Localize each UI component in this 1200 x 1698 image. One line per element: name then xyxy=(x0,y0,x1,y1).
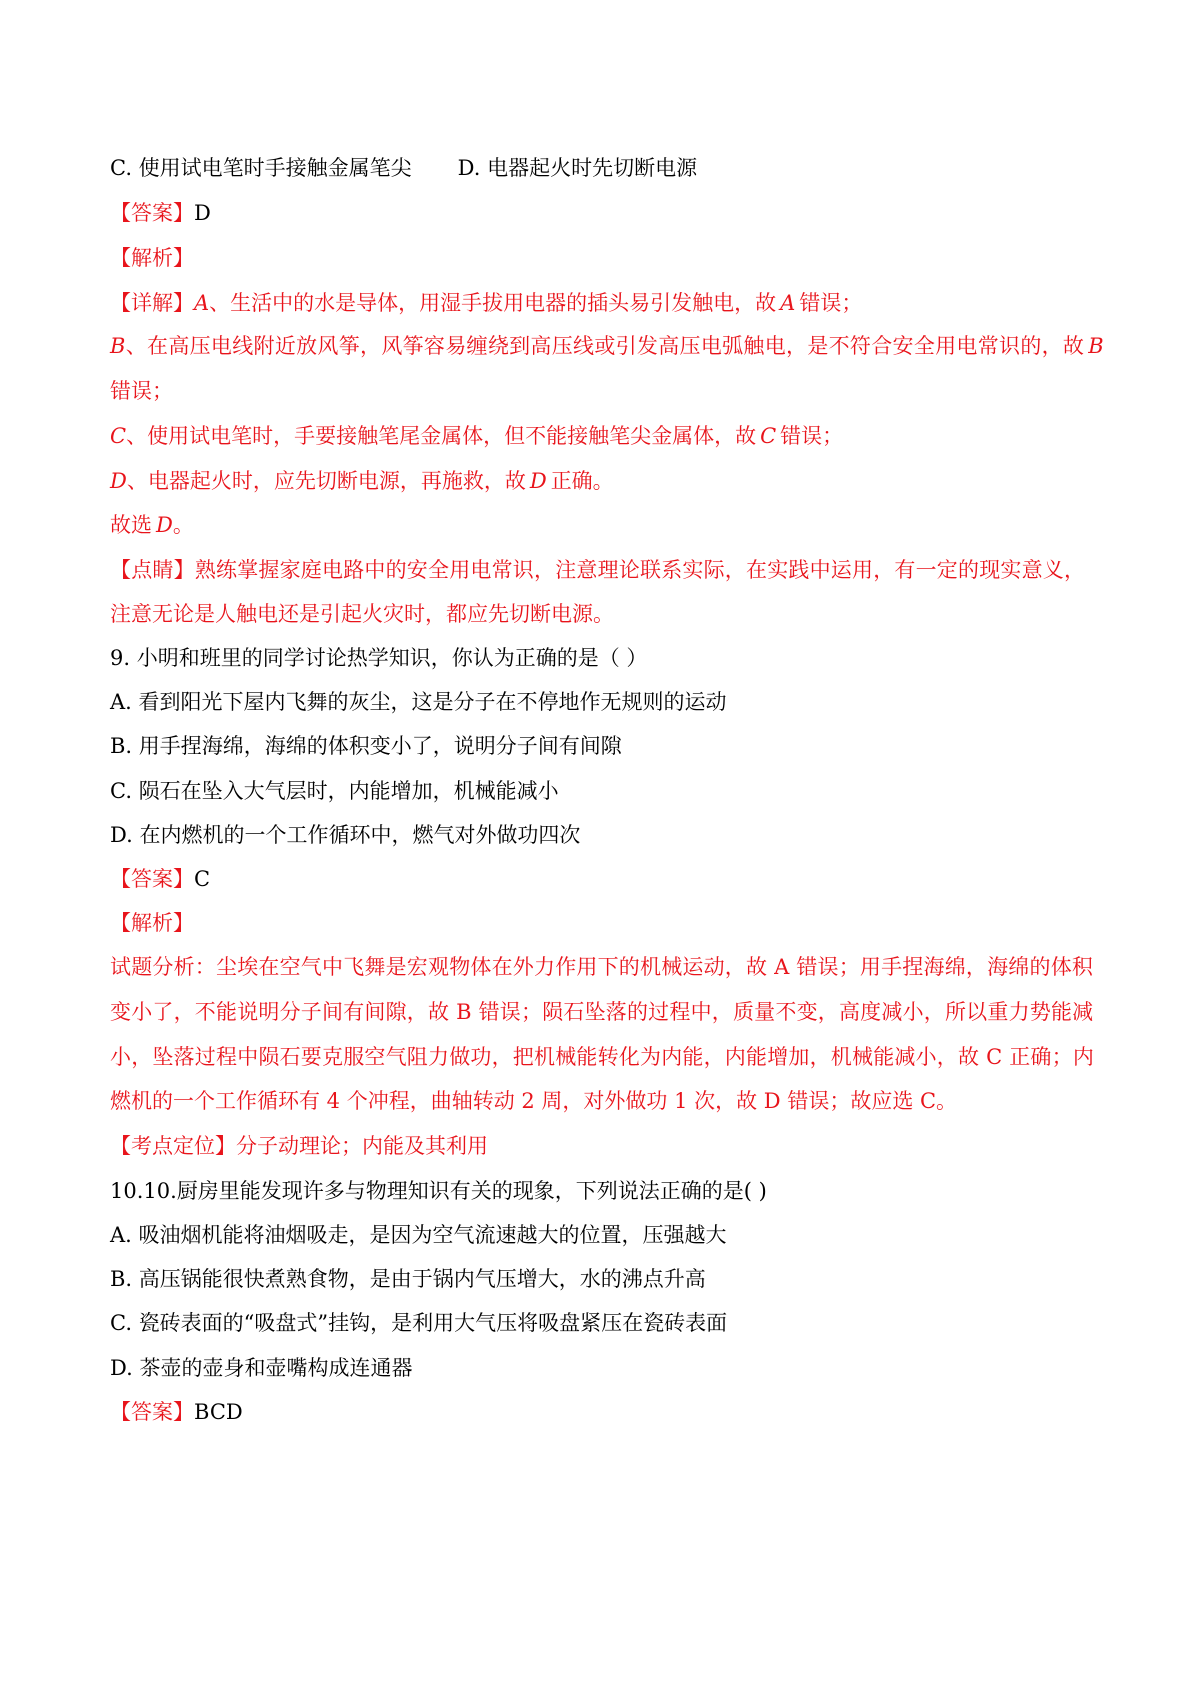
q10-question: 10.10.厨房里能发现许多与物理知识有关的现象，下列说法正确的是( ) xyxy=(110,1179,767,1203)
answer-value: C xyxy=(194,867,211,891)
q10-answer xyxy=(110,1397,1100,1427)
q8-detail-b-cont xyxy=(110,376,1100,406)
answer-tag: 【答案】 xyxy=(110,867,194,891)
q9-analysis-line4: 燃机的一个工作循环有 4 个冲程，曲轴转动 2 周，对外做功 1 次，故 D 错误；故应选 C。 xyxy=(110,1089,958,1113)
q8-detail-c xyxy=(110,421,1100,451)
analysis-tag: 【解析】 xyxy=(110,911,194,935)
choose-text: 故选 xyxy=(110,513,152,537)
q8-analysis-heading xyxy=(110,243,1100,273)
q9-option-b: B. 用手捏海绵，海绵的体积变小了，说明分子间有间隙 xyxy=(110,734,622,758)
q9-analysis-heading xyxy=(110,908,1100,938)
q9-analysis-line2: 变小了，不能说明分子间有间隙，故 B 错误；陨石坠落的过程中，质量不变，高度减小，所以重力势能减 xyxy=(110,1000,1094,1024)
q8-detail-b xyxy=(110,331,1104,361)
q8-comment-cont xyxy=(110,599,1100,629)
choose-end: 。 xyxy=(172,513,194,537)
detail-c-text: 、使用试电笔时，手要接触笔尾金属体，但不能接触笔尖金属体，故 xyxy=(126,424,757,448)
analysis-tag: 【解析】 xyxy=(110,246,194,270)
q9-option-c: C. 陨石在坠入大气层时，内能增加，机械能减小 xyxy=(110,779,559,803)
detail-a-end: 错误； xyxy=(799,291,863,315)
detail-d-end: 正确。 xyxy=(550,469,614,493)
q10-option-b: B. 高压锅能很快煮熟食物，是由于锅内气压增大，水的沸点升高 xyxy=(110,1267,706,1291)
q8-comment xyxy=(110,555,1100,585)
q8-options-row xyxy=(110,153,1100,183)
detail-b-letter: B xyxy=(1088,334,1104,358)
q9-option-a: A. 看到阳光下屋内飞舞的灰尘，这是分子在不停地作无规则的运动 xyxy=(110,690,727,714)
q10-option-c: C. 瓷砖表面的“吸盘式”挂钩，是利用大气压将吸盘紧压在瓷砖表面 xyxy=(110,1311,728,1335)
q9-option-d: D. 在内燃机的一个工作循环中，燃气对外做功四次 xyxy=(110,823,581,847)
answer-value: D xyxy=(194,201,211,225)
q9-analysis-line3: 小，坠落过程中陨石要克服空气阻力做功，把机械能转化为内能，内能增加，机械能减小，故 C 正确；内 xyxy=(110,1045,1095,1069)
q8-detail-a xyxy=(110,288,1100,318)
detail-d-letter: D xyxy=(529,469,547,493)
comment-line1: 熟练掌握家庭电路中的安全用电常识，注意理论联系实际，在实践中运用，有一定的现实意义， xyxy=(194,558,1086,582)
answer-tag: 【答案】 xyxy=(110,201,194,225)
q8-answer xyxy=(110,198,1100,228)
detail-c-prefix: C xyxy=(110,424,127,448)
comment-tag: 【点睛】 xyxy=(110,558,195,582)
detail-c-end: 错误； xyxy=(780,424,844,448)
q8-choose xyxy=(110,510,1100,540)
detail-a-prefix: A xyxy=(194,291,210,315)
q8-option-c: C. 使用试电笔时手接触金属笔尖 xyxy=(110,156,412,180)
keypoint-tag: 【考点定位】 xyxy=(110,1134,236,1158)
q9-answer xyxy=(110,864,1100,894)
q8-detail-d xyxy=(110,466,1100,496)
detail-a-text: 、生活中的水是导体，用湿手拔用电器的插头易引发触电，故 xyxy=(209,291,777,315)
detail-b-prefix: B xyxy=(110,334,126,358)
detail-d-text: 、电器起火时，应先切断电源，再施救，故 xyxy=(126,469,526,493)
detail-b-end: 错误； xyxy=(110,379,173,403)
comment-line2: 注意无论是人触电还是引起火灾时，都应先切断电源。 xyxy=(110,602,614,626)
q9-question: 9. 小明和班里的同学讨论热学知识，你认为正确的是（ ） xyxy=(110,646,648,670)
q10-option-a: A. 吸油烟机能将油烟吸走，是因为空气流速越大的位置，压强越大 xyxy=(110,1223,727,1247)
q9-analysis-line1: 试题分析：尘埃在空气中飞舞是宏观物体在外力作用下的机械运动，故 A 错误；用手捏海绵，海绵的体积 xyxy=(110,955,1094,979)
detail-c-letter: C xyxy=(760,424,777,448)
q8-option-d: D. 电器起火时先切断电源 xyxy=(457,156,698,180)
detail-a-letter: A xyxy=(780,291,796,315)
detail-d-prefix: D xyxy=(110,469,127,493)
keypoint-text: 分子动理论；内能及其利用 xyxy=(236,1134,488,1158)
detail-b-text: 、在高压电线附近放风筝，风筝容易缠绕到高压线或引发高压电弧触电，是不符合安全用电常识的，故 xyxy=(125,334,1085,358)
detail-tag: 【详解】 xyxy=(110,291,194,315)
q9-keypoint xyxy=(110,1131,1100,1161)
answer-tag: 【答案】 xyxy=(110,1400,194,1424)
choose-letter: D xyxy=(156,513,173,537)
answer-value: BCD xyxy=(194,1400,243,1424)
q10-option-d: D. 茶壶的壶身和壶嘴构成连通器 xyxy=(110,1356,413,1380)
